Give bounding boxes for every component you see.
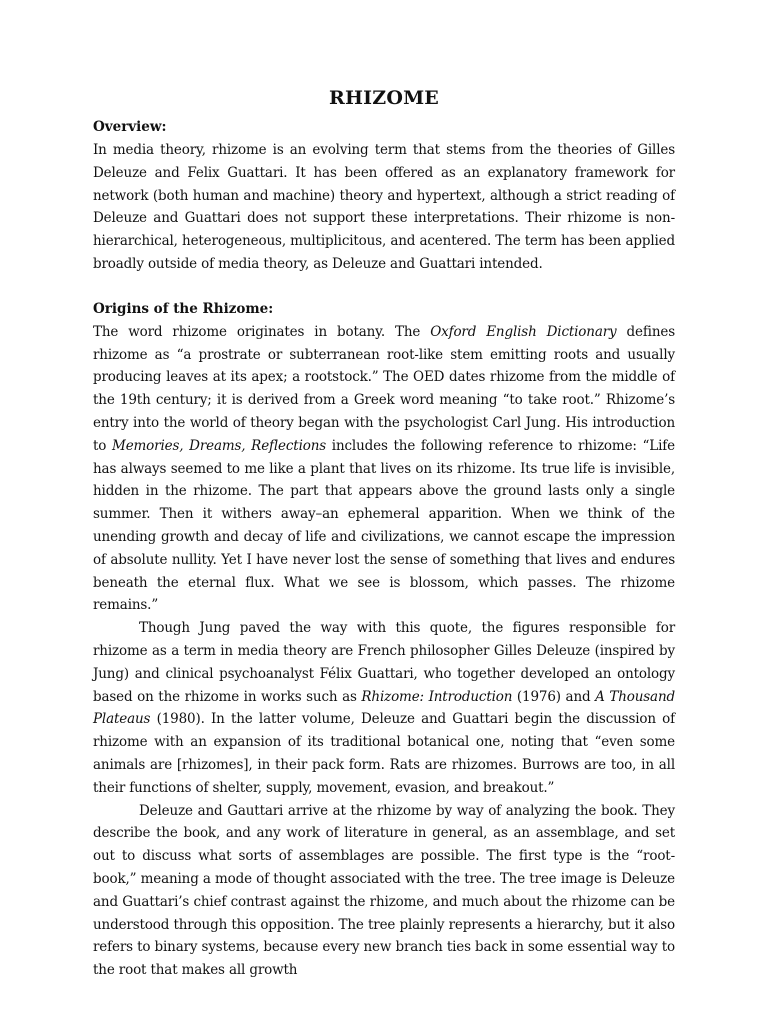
origins-heading: Origins of the Rhizome: xyxy=(93,300,274,317)
document-title: RHIZOME xyxy=(329,87,439,109)
thousand-plateaus-title: A Thousand Plateaus xyxy=(93,688,675,728)
document-body xyxy=(93,84,675,982)
overview-heading: Overview: xyxy=(93,119,167,135)
section-spacer xyxy=(93,276,675,298)
origins-paragraph-3: Deleuze and Gauttari arrive at the rhizome by way of analyzing the book. They describe the book, and any work of literature in general, as an assemblage, and set out to discuss what sorts of assemblages are possible. The first type is the “root-book,” meaning a mode of thought associated with the tree. The tree image is Deleuze and Guattari’s chief contrast against the rhizome, and much about the rhizome can be understood through this opposition. The tree plainly represents a hierarchy, but it also refers to binary systems, because every new branch ties back in some essential way to the root that makes all growth xyxy=(93,802,675,979)
origins-p2-text-b: (1976) and xyxy=(512,688,596,705)
memories-dreams-reflections-title: Memories, Dreams, Reflections xyxy=(112,437,327,454)
origins-p2-text-c: (1980). In the latter volume, Deleuze and Guattari begin the discussion of rhizome with an expansion of its traditional botanical one, noting that “even some animals are [rhizomes], in their pack form. Rats are rhizomes. Burrows are too, in all their functions of shelter, supply, movement, evasion, and breakout.” xyxy=(93,711,675,796)
origins-p2-text-a: Though Jung paved the way with this quote, the figures responsible for rhizome as a term in media theory are French philosopher Gilles Deleuze (inspired by Jung) and clinical psychoanalyst Félix Guattari, who together developed an ontology based on the rhizome in works such as xyxy=(93,620,675,705)
oed-title: Oxford English Dictionary xyxy=(430,323,617,340)
origins-p1-text-a: The word rhizome originates in botany. The xyxy=(93,323,431,340)
origins-paragraph-2 xyxy=(93,617,675,799)
origins-paragraph-1 xyxy=(93,321,675,617)
origins-p1-text-c: includes the following reference to rhizome: “Life has always seemed to me like a plant that lives on its rhizome. Its true life is invisible, hidden in the rhizome. The part that appears above the ground lasts only a single summer. Then it withers away–an ephemeral apparition. When we think of the unending growth and decay of life and civilizations, we cannot escape the impression of absolute nullity. Yet I have never lost the sense of something that lives and endures beneath the eternal flux. What we see is blossom, which passes. The rhizome remains.” xyxy=(93,437,675,614)
overview-paragraph: In media theory, rhizome is an evolving term that stems from the theories of Gilles Deleuze and Felix Guattari. It has been offered as an explanatory framework for network (both human and machine) theory and hypertext, although a strict reading of Deleuze and Guattari does not support these interpretations. Their rhizome is non-hierarchical, heterogeneous, multiplicitous, and acentered. The term has been applied broadly outside of media theory, as Deleuze and Guattari intended. xyxy=(93,142,675,272)
rhizome-introduction-title: Rhizome: Introduction xyxy=(361,688,513,705)
origins-p1-text-b: defines rhizome as “a prostrate or subterranean root-like stem emitting roots and usually producing leaves at its apex; a rootstock.” The OED dates rhizome from the middle of the 19th century; it is derived from a Greek word meaning “to take root.” Rhizome’s entry into the world of theory began with the psychologist Carl Jung. His introduction to xyxy=(93,323,675,454)
